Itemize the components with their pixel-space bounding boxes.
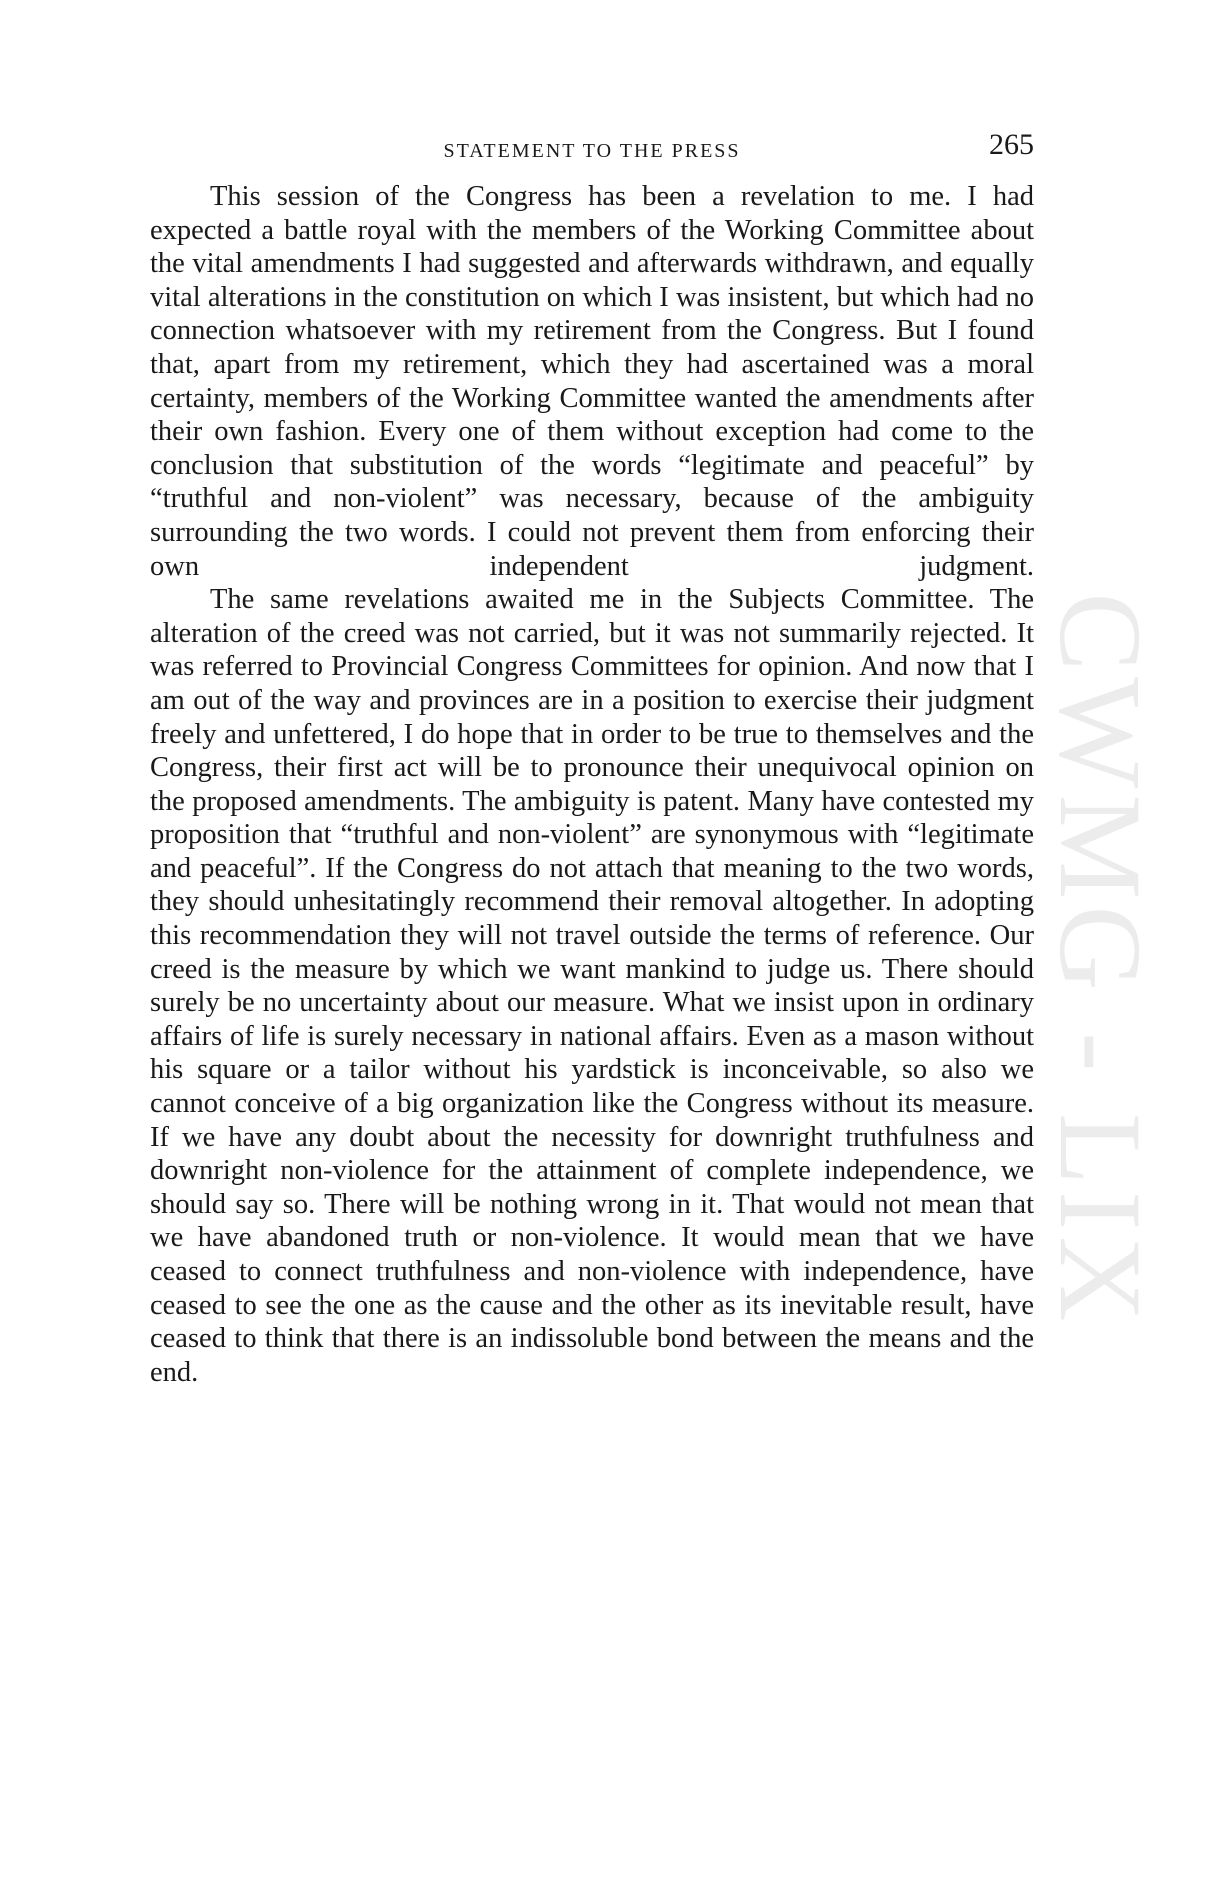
watermark (1035, 500, 1166, 1420)
running-head (150, 128, 1034, 168)
running-title: STATEMENT TO THE PRESS (443, 140, 741, 162)
paragraph-2: The same revelations awaited me in the Subjects Committee. The alteration of the creed was not carried, but it was not summarily rejected. It was referred to Provincial Congress Committees for opinion. And now that I am out of the way and provinces are in a position to exercise their judgment freely and unfettered, I do hope that in order to be true to themselves and the Congress, their first act will be to pronounce their unequivocal opinion on the proposed amendments. The ambiguity is patent. Many have contested my proposition that “truthful and non-violent” are synonymous with “legitimate and peaceful”. If the Congress do not attach that meaning to the two words, they should unhesitatingly recommend their removal altogether. In adopting this recommendation they will not travel outside the terms of reference. Our creed is the measure by which we want mankind to judge us. There should surely be no uncertainty about our measure. What we insist upon in ordinary affairs of life is surely necessary in national affairs. Even as a mason without his square or a tailor without his yardstick is inconceivable, so also we cannot conceive of a big organization like the Congress without its measure. If we have any doubt about the necessity for downright truthfulness and downright non-violence for the attainment of complete independence, we should say so. There will be nothing wrong in it. That would not mean that we have abandoned truth or non-violence. It would mean that we have ceased to connect truthfulness and non-violence with independence, have ceased to see the one as the cause and the other as its inevitable result, have ceased to think that there is an indissoluble bond between the means and the end. (150, 584, 1034, 1388)
body-text (150, 180, 1034, 1389)
watermark-text: CWMG - LIX (1035, 592, 1166, 1328)
paragraph-1: This session of the Congress has been a revelation to me. I had expected a battle royal with the members of the Working Committee about the vital amendments I had suggested and afterwards withdrawn, and equally vital alterations in the constitution on which I was insistent, but which had no connection whatsoever with my retirement from the Congress. But I found that, apart from my retirement, which they had ascertained was a moral certainty, members of the Working Committee wanted the amendments after their own fashion. Every one of them without exception had come to the conclusion that substitution of the words “legitimate and peaceful” by “truthful and non-violent” was necessary, because of the ambiguity surrounding the two words. I could not prevent them from enforcing their own independent judgment. (150, 181, 1034, 582)
page-number: 265 (989, 128, 1034, 161)
